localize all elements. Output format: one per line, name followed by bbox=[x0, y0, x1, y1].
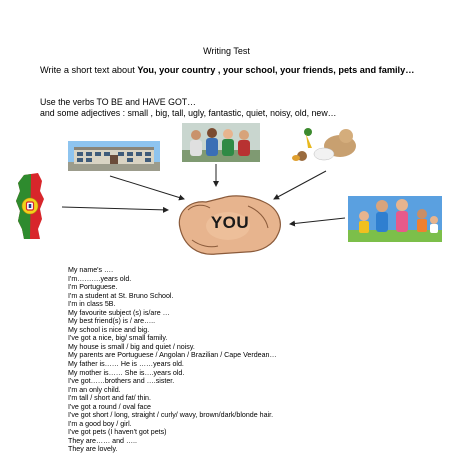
list-item: I'm……….years old. bbox=[68, 274, 132, 283]
list-item: My house is small / big and quiet / noisy. bbox=[68, 342, 195, 351]
arrow-country bbox=[62, 207, 168, 210]
list-item: My parents are Portuguese / Angolan / Brazilian / Cape Verdean… bbox=[68, 351, 277, 360]
page-title: Writing Test bbox=[203, 46, 250, 56]
list-item: I'm a good boy / girl. bbox=[68, 419, 132, 428]
list-item: I'm a student at St. Bruno School. bbox=[68, 291, 174, 300]
verbs-line-1: Use the verbs TO BE and HAVE GOT… bbox=[40, 97, 196, 107]
list-item: I've got a nice, big/ small family. bbox=[68, 334, 168, 343]
list-item: I've got pets (I haven't got pets) bbox=[68, 428, 167, 437]
instruction-text bbox=[40, 64, 440, 77]
list-item: I'm an only child. bbox=[68, 385, 121, 394]
you-label: YOU bbox=[210, 213, 250, 232]
sentence-list bbox=[68, 266, 398, 454]
instruction-prefix: Write a short text about bbox=[40, 65, 138, 75]
list-item: I've got a round / oval face bbox=[68, 402, 151, 411]
list-item: I've got……brothers and ….sister. bbox=[68, 377, 175, 386]
list-item: I've got short / long, straight / curly/ wavy, brown/dark/blonde hair. bbox=[68, 411, 274, 420]
list-item: My school is nice and big. bbox=[68, 325, 150, 334]
list-item: My father is…… He is ……years old. bbox=[68, 360, 184, 369]
list-item: I'm tall / short and fat/ thin. bbox=[68, 394, 151, 403]
list-item: My best friend(s) is / are….. bbox=[68, 317, 156, 326]
verbs-instruction bbox=[40, 97, 450, 119]
list-item: My favourite subject (s) is/are … bbox=[68, 308, 170, 317]
list-item: My mother is…… She is….years old. bbox=[68, 368, 185, 377]
list-item: I'm Portuguese. bbox=[68, 283, 118, 292]
verbs-line-2: and some adjectives : small , big, tall, ugly, fantastic, quiet, noisy, old, new… bbox=[40, 108, 337, 118]
list-item: They are lovely. bbox=[68, 445, 118, 454]
portugal-map-image bbox=[14, 173, 48, 241]
arrow-family bbox=[290, 218, 345, 224]
instruction-topics: You, your country , your school, your friends, pets and family… bbox=[137, 65, 415, 75]
friends-image bbox=[182, 123, 260, 162]
list-item: I'm in class 5B. bbox=[68, 300, 116, 309]
list-item: My name's …. bbox=[68, 266, 114, 274]
family-image bbox=[348, 196, 442, 242]
list-item: They are…… and ….. bbox=[68, 436, 137, 445]
school-building-image bbox=[68, 141, 160, 171]
pets-image bbox=[288, 122, 364, 164]
